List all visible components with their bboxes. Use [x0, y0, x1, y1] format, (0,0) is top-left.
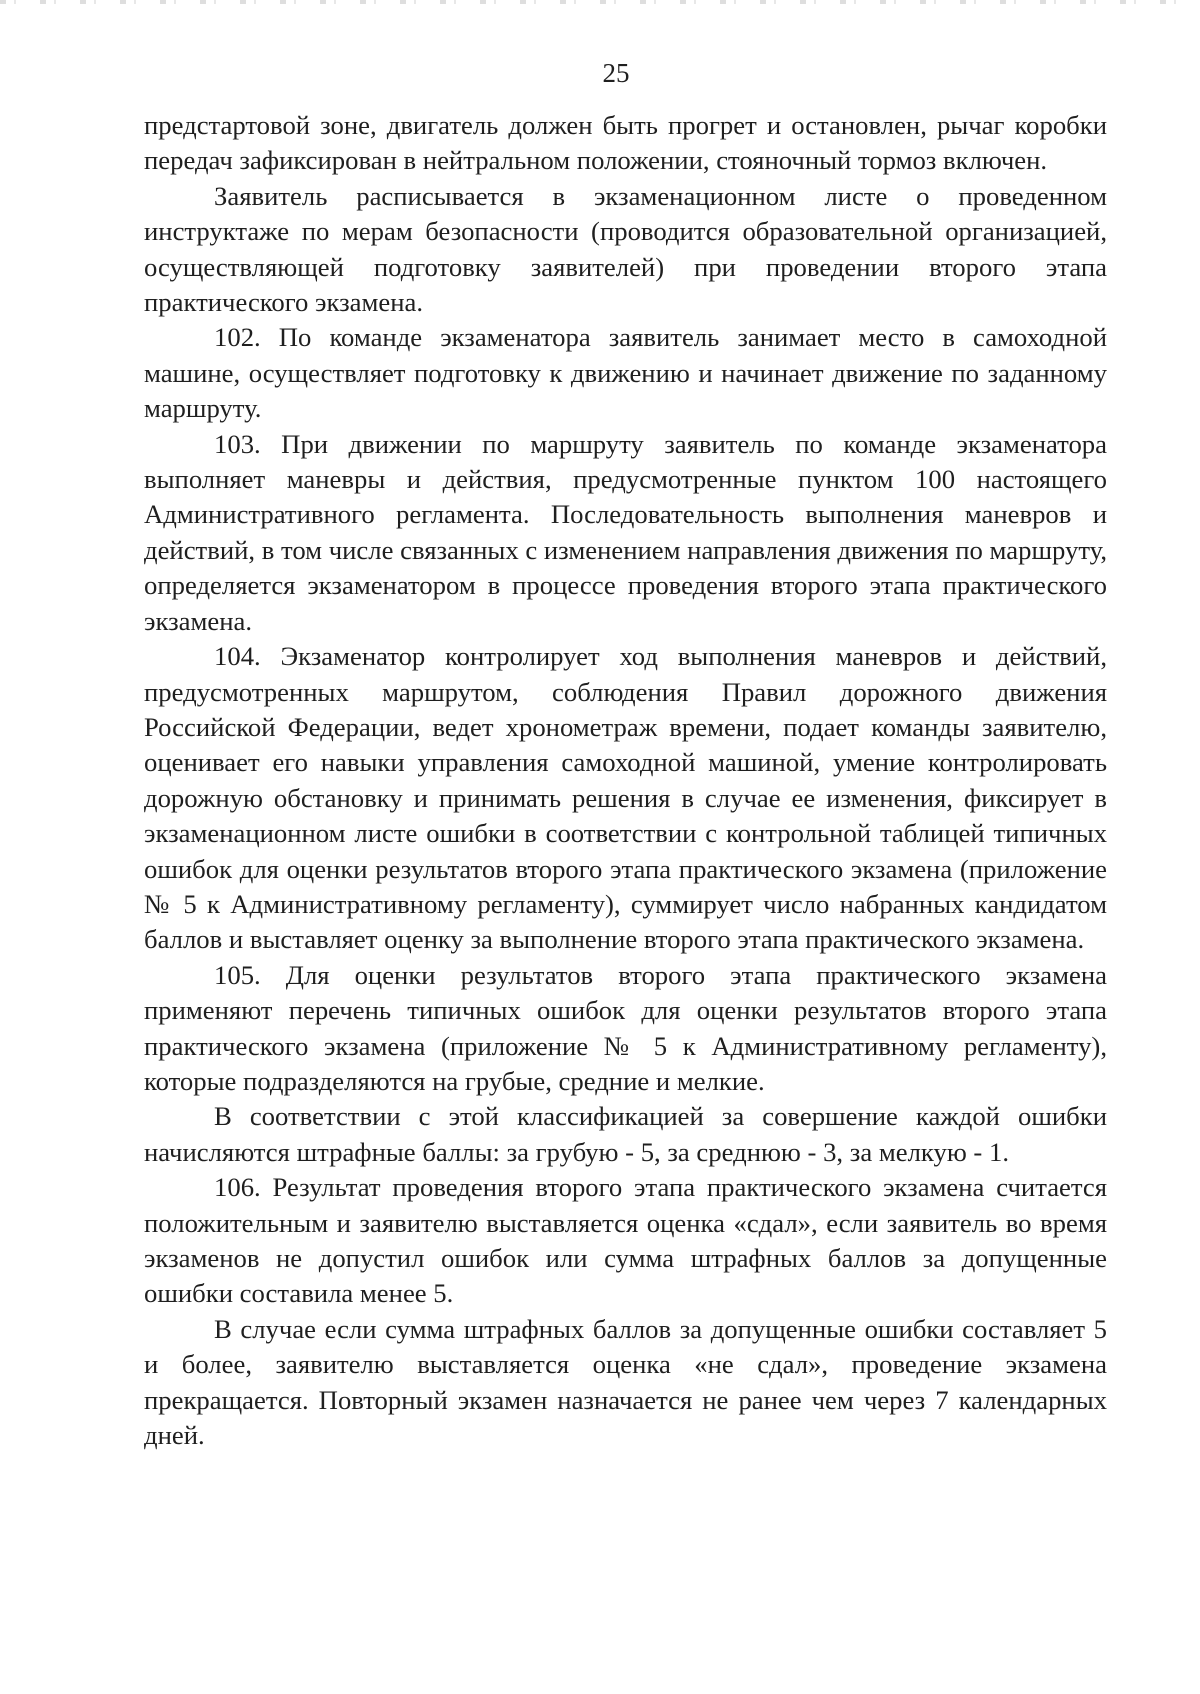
paragraph-102: 102. По команде экзаменатора заявитель занимает место в самоходной машине, осуществляет подготовку к движению и начинает движение по заданному маршруту. [144, 322, 1107, 424]
document-body [144, 108, 1107, 1453]
paragraph-penalty-points: В соответствии с этой классификацией за совершение каждой ошибки начисляются штрафные баллы: за грубую - 5, за среднюю - 3, за мелкую - 1. [144, 1101, 1107, 1167]
page-number: 25 [602, 58, 630, 88]
scan-edge-artifact [0, 0, 1200, 4]
paragraph-105: 105. Для оценки результатов второго этапа практического экзамена применяют перечень типичных ошибок для оценки результатов второго этапа практического экзамена (приложение № 5 к Административному регламенту), которые подразделяются на грубые, средние и мелкие. [144, 959, 1107, 1096]
paragraph-106: 106. Результат проведения второго этапа практического экзамена считается положительным и заявителю выставляется оценка «сдал», если заявитель во время экзаменов не допустил ошибок или сумма штрафных баллов за допущенные ошибки составила менее 5. [144, 1172, 1107, 1309]
paragraph-103: 103. При движении по маршруту заявитель по команде экзаменатора выполняет маневры и действия, предусмотренные пунктом 100 настоящего Административного регламента. Последовательность выполнения маневров и действий, в том числе связанных с изменением направления движения по маршруту, определяется экзаменатором в процессе проведения второго этапа практического экзамена. [144, 428, 1107, 636]
paragraph-safety-briefing: Заявитель расписывается в экзаменационном листе о проведенном инструктаже по мерам безопасности (проводится образовательной организацией, осуществляющей подготовку заявителей) при проведении второго этапа практического экзамена. [144, 180, 1107, 318]
paragraph-104: 104. Экзаменатор контролирует ход выполнения маневров и действий, предусмотренных маршрутом, соблюдения Правил дорожного движения Российской Федерации, ведет хронометраж времени, подает команды заявителю, оценивает его навыки управления самоходной машиной, умение контролировать дорожную обстановку и принимать решения в случае ее изменения, фиксирует в экзаменационном листе ошибки в соответствии с контрольной таблицей типичных ошибок для оценки результатов второго этапа практического экзамена (приложение № 5 к Административному регламенту), суммирует число набранных кандидатом баллов и выставляет оценку за выполнение второго этапа практического экзамена. [144, 641, 1107, 955]
paragraph-continuation: предстартовой зоне, двигатель должен быть прогрет и остановлен, рычаг коробки передач зафиксирован в нейтральном положении, стояночный тормоз включен. [144, 110, 1107, 176]
paragraph-failed-result: В случае если сумма штрафных баллов за допущенные ошибки составляет 5 и более, заявителю выставляется оценка «не сдал», проведение экзамена прекращается. Повторный экзамен назначается не ранее чем через 7 календарных дней. [144, 1313, 1107, 1451]
